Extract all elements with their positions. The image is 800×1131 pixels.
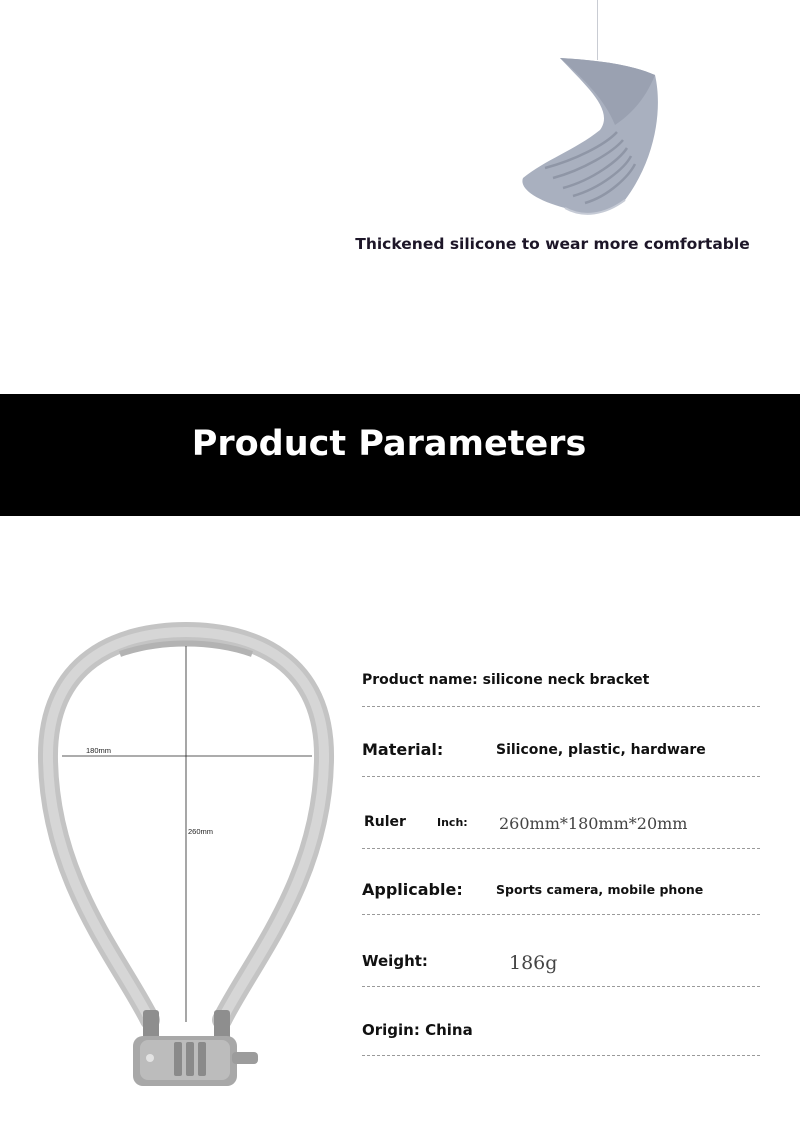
origin-text: Origin: China — [362, 1021, 473, 1039]
param-row-origin — [362, 1018, 760, 1056]
right-joint — [214, 1010, 230, 1040]
param-row-ruler — [362, 812, 760, 849]
left-joint — [143, 1010, 159, 1040]
material-label: Material: — [362, 740, 444, 759]
applicable-label: Applicable: — [362, 880, 463, 899]
ruler-unit-label: Inch: — [437, 816, 468, 829]
silicone-pad-image — [505, 40, 675, 230]
applicable-value: Sports camera, mobile phone — [496, 882, 704, 897]
weight-label: Weight: — [362, 952, 428, 970]
thumb-screw — [232, 1052, 258, 1064]
weight-value: 186g — [509, 952, 558, 974]
banner-title: Product Parameters — [191, 424, 587, 464]
param-row-applicable — [362, 878, 760, 915]
param-row-weight — [362, 948, 760, 987]
width-label: 180mm — [86, 746, 112, 755]
param-row-product-name — [362, 670, 760, 707]
material-value: Silicone, plastic, hardware — [496, 742, 706, 758]
height-label: 260mm — [188, 827, 214, 836]
feature-caption: Thickened silicone to wear more comfortable — [355, 235, 750, 253]
neck-bracket-diagram — [30, 610, 350, 1090]
product-name-text: Product name: silicone neck bracket — [362, 672, 650, 688]
ruler-value: 260mm*180mm*20mm — [499, 814, 688, 833]
param-row-material — [362, 738, 760, 777]
ruler-label: Ruler — [364, 814, 406, 830]
